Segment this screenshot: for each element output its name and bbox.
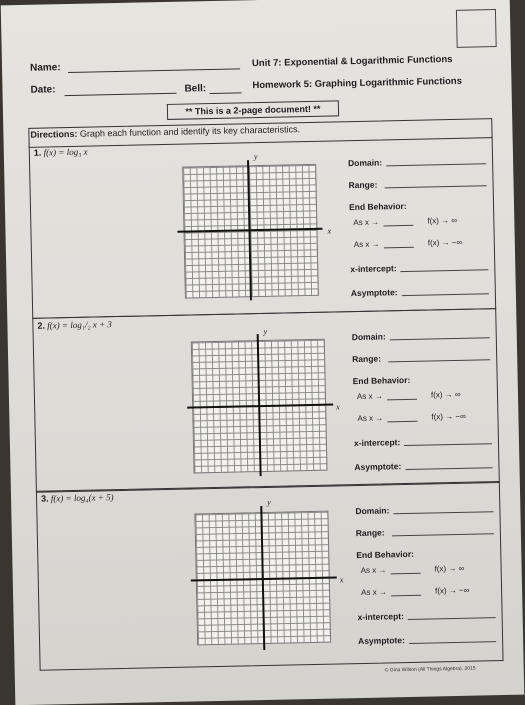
date-label: Date: — [30, 84, 56, 96]
name-line[interactable] — [68, 68, 240, 73]
problem-3-label — [41, 492, 114, 504]
f-pos-inf: f(x) → ∞ — [427, 215, 458, 226]
y-axis-label: y — [267, 497, 271, 507]
x-intercept-label: x-intercept: — [357, 611, 405, 623]
two-page-banner: ** This is a 2-page document! ** — [167, 100, 339, 120]
as-x-label: As x → — [357, 413, 384, 424]
domain-label: Domain: — [355, 505, 390, 517]
range-label: Range: — [355, 527, 385, 539]
as-x-label: As x → — [353, 239, 380, 250]
f-neg-inf: f(x) → −∞ — [427, 237, 463, 248]
range-label: Range: — [352, 353, 382, 365]
name-label: Name: — [29, 62, 61, 74]
problem-1-label — [34, 147, 88, 158]
y-axis-label: y — [263, 326, 268, 336]
bell-label: Bell: — [184, 83, 207, 95]
f-neg-inf: f(x) → −∞ — [434, 585, 470, 596]
x-axis-label: x — [327, 226, 332, 236]
asymptote-label: Asymptote: — [350, 287, 398, 299]
directions-label: Directions: — [30, 128, 78, 140]
date-line[interactable] — [65, 93, 177, 96]
worksheet-page — [1, 0, 525, 705]
bell-line[interactable] — [210, 92, 242, 94]
x-intercept-label: x-intercept: — [350, 263, 397, 275]
asymptote-label: Asymptote: — [358, 635, 405, 647]
end-behavior-label: End Behavior: — [352, 374, 411, 387]
x-axis-label: x — [339, 575, 344, 585]
x-intercept-label: x-intercept: — [353, 437, 401, 449]
directions-text: Graph each function and identify its key characteristics. — [79, 124, 301, 139]
problem-function: f(x) = log₃ x — [43, 146, 88, 158]
problem-function: f(x) = log₄(x + 5) — [50, 492, 114, 504]
f-pos-inf: f(x) → ∞ — [434, 563, 465, 574]
as-x-label: As x → — [356, 391, 383, 402]
y-axis-label: y — [253, 152, 258, 162]
as-x-label: As x → — [353, 217, 380, 228]
unit-title: Unit 7: Exponential & Logarithmic Functions — [251, 53, 453, 70]
asymptote-label: Asymptote: — [354, 461, 402, 473]
domain-label: Domain: — [348, 157, 383, 169]
end-behavior-label: End Behavior: — [348, 200, 407, 213]
problem-function: f(x) = log₁/₂ x + 3 — [47, 319, 112, 331]
x-axis-label: x — [336, 402, 340, 412]
problem-number: 3. — [40, 493, 49, 504]
f-neg-inf: f(x) → −∞ — [431, 411, 466, 422]
as-x-label: As x → — [360, 565, 387, 575]
problem-number: 1. — [33, 147, 42, 158]
range-label: Range: — [348, 179, 378, 191]
problem-2-label — [37, 319, 112, 331]
corner-score-box — [456, 9, 497, 48]
problem-number: 2. — [37, 320, 46, 331]
end-behavior-label: End Behavior: — [356, 548, 415, 561]
f-pos-inf: f(x) → ∞ — [430, 389, 461, 400]
copyright-credit: © Gina Wilson (All Things Algebra), 2015 — [384, 665, 476, 674]
as-x-label: As x → — [361, 587, 387, 597]
homework-title: Homework 5: Graphing Logarithmic Functions — [252, 75, 463, 92]
domain-label: Domain: — [351, 331, 386, 343]
